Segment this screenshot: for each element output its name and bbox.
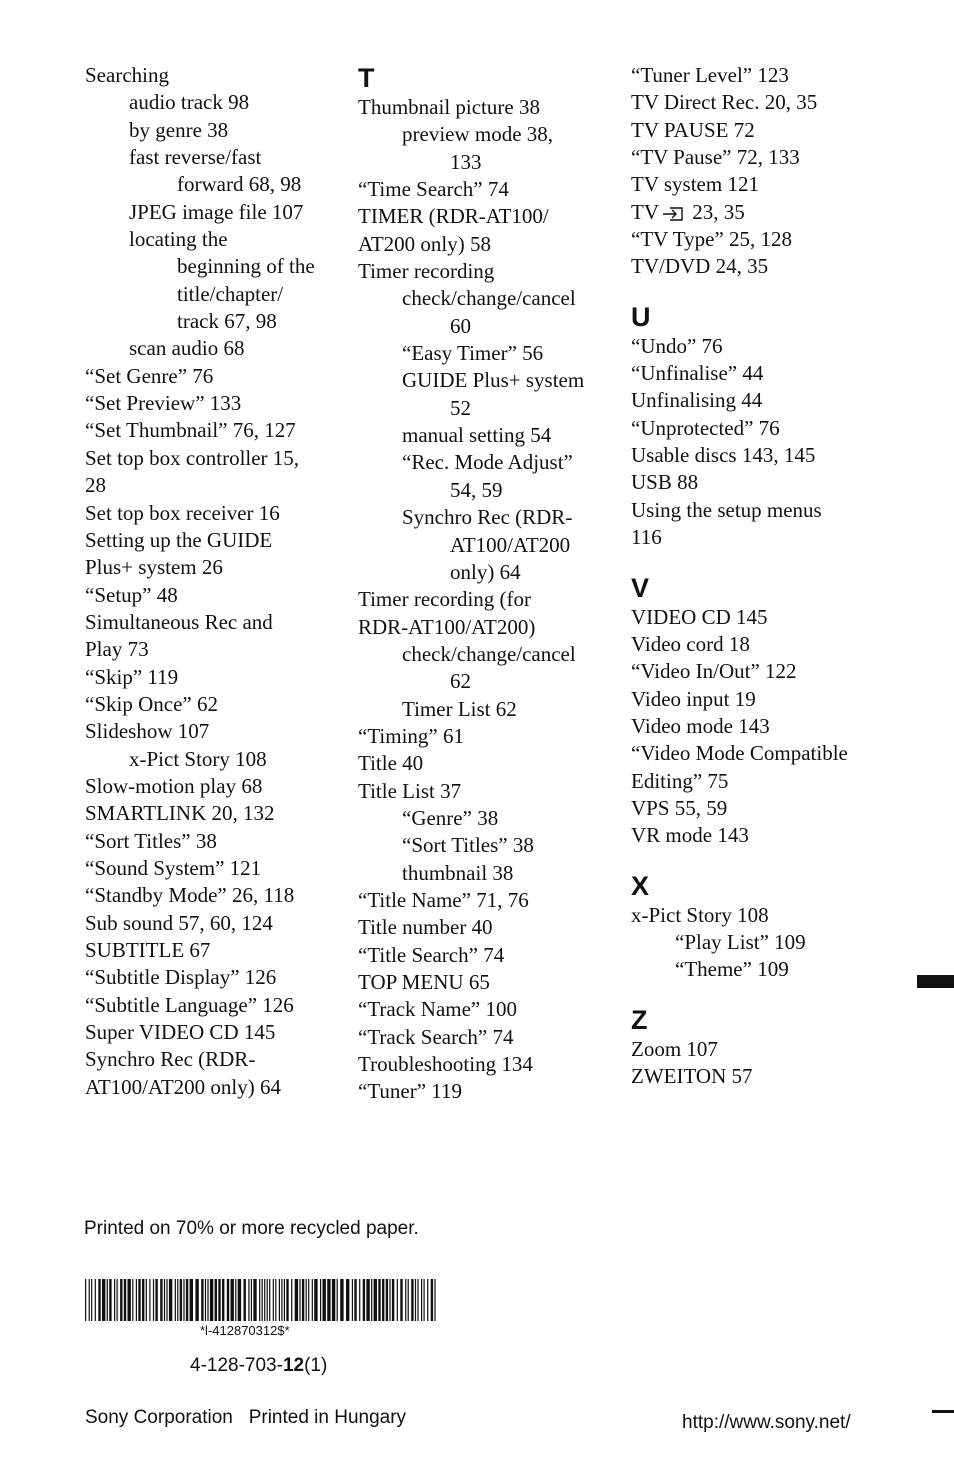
index-entry: only) 64	[450, 559, 521, 584]
index-entry: “Sort Titles” 38	[85, 828, 217, 853]
barcode-icon	[85, 1279, 437, 1321]
part-number-bold: 12	[282, 1355, 305, 1376]
index-entry: “Track Name” 100	[358, 997, 518, 1022]
index-entry: check/change/cancel	[402, 286, 576, 311]
index-entry: 52	[450, 395, 471, 420]
index-entry: Video cord 18	[631, 631, 750, 656]
index-entry: “Genre” 38	[402, 805, 499, 830]
index-entry: Synchro Rec (RDR-	[85, 1047, 256, 1072]
index-entry: TV/DVD 24, 35	[631, 254, 769, 279]
index-entry: x-Pict Story 108	[129, 746, 267, 771]
index-entry: Zoom 107	[631, 1036, 718, 1061]
index-letter-heading: V	[631, 572, 650, 603]
index-entry: Synchro Rec (RDR-	[402, 505, 573, 530]
index-entry: Searching	[85, 63, 169, 87]
index-entry: “Time Search” 74	[358, 177, 509, 202]
index-entry: USB 88	[631, 470, 699, 495]
index-entry: “Video In/Out” 122	[631, 659, 797, 684]
index-entry: “Set Preview” 133	[85, 391, 242, 416]
edge-tab-marker	[917, 975, 954, 988]
index-entry: “Theme” 109	[675, 957, 789, 982]
corporation-line: Sony Corporation Printed in Hungary	[85, 1407, 407, 1428]
index-entry: “Video Mode Compatible	[631, 741, 848, 766]
section-gap	[631, 850, 891, 870]
index-entry: “Unfinalise” 44	[631, 361, 764, 386]
index-entry: “Rec. Mode Adjust”	[402, 450, 573, 475]
index-entry: TIMER (RDR-AT100/	[358, 204, 549, 229]
index-entry: fast reverse/fast	[129, 145, 262, 170]
index-entry: Slow-motion play 68	[85, 773, 263, 798]
index-letter-heading: X	[631, 870, 650, 901]
index-entry: TV PAUSE 72	[631, 117, 755, 142]
index-entry: Troubleshooting 134	[358, 1052, 533, 1077]
index-entry: Unfinalising 44	[631, 388, 763, 413]
index-entry: Set top box receiver 16	[85, 500, 280, 525]
index-entry: VPS 55, 59	[631, 795, 728, 820]
index-entry: “Skip” 119	[85, 664, 179, 689]
index-column-2	[358, 62, 608, 1106]
index-entry: Thumbnail picture 38	[358, 95, 540, 119]
index-entry: “Subtitle Language” 126	[85, 992, 294, 1017]
index-entry: AT100/AT200	[450, 532, 571, 557]
index-entry: “Title Name” 71, 76	[358, 887, 529, 912]
index-entry: 133	[450, 149, 482, 174]
index-entry: JPEG image file 107	[129, 199, 304, 224]
recycled-paper-note: Printed on 70% or more recycled paper.	[84, 1218, 419, 1239]
index-letter-heading: Z	[631, 1004, 648, 1035]
index-entry: RDR-AT100/AT200)	[358, 614, 536, 639]
index-entry: Simultaneous Rec and	[85, 609, 273, 634]
index-entry: Super VIDEO CD 145	[85, 1020, 276, 1045]
section-gap	[631, 552, 891, 572]
index-entry: check/change/cancel	[402, 641, 576, 666]
index-entry: Set top box controller 15,	[85, 445, 300, 470]
index-entry: “Standby Mode” 26, 118	[85, 883, 295, 908]
index-entry: preview mode 38,	[402, 122, 554, 147]
index-entry: thumbnail 38	[402, 860, 514, 885]
index-entry: 60	[450, 313, 471, 338]
index-entry: by genre 38	[129, 117, 229, 142]
index-entry: Using the setup menus	[631, 497, 822, 522]
index-entry: “Tuner Level” 123	[631, 63, 789, 87]
index-entry: TOP MENU 65	[358, 970, 490, 994]
index-entry: “Play List” 109	[675, 929, 806, 954]
index-entry: Title List 37	[358, 778, 462, 803]
index-entry: “Setup” 48	[85, 582, 178, 607]
index-entry-text: TV	[631, 199, 659, 224]
index-entry: ZWEITON 57	[631, 1063, 753, 1088]
index-entry: “Timing” 61	[358, 723, 464, 748]
index-entry: AT100/AT200 only) 64	[85, 1074, 281, 1099]
index-entry: Editing” 75	[631, 768, 729, 793]
index-entry: “Tuner” 119	[358, 1079, 463, 1104]
index-entry: Plus+ system 26	[85, 555, 223, 580]
index-entry: “Skip Once” 62	[85, 691, 218, 716]
index-entry: “Title Search” 74	[358, 942, 505, 967]
index-entry: Video input 19	[631, 686, 756, 711]
part-number-suffix: (1)	[304, 1355, 328, 1376]
index-entry: 54, 59	[450, 477, 503, 502]
index-entry: “Set Thumbnail” 76, 127	[85, 418, 296, 443]
index-entry: forward 68, 98	[177, 172, 302, 197]
index-entry: VIDEO CD 145	[631, 604, 768, 629]
index-entry: “TV Pause” 72, 133	[631, 145, 800, 170]
section-gap	[631, 984, 891, 1004]
index-letter-heading: U	[631, 301, 651, 332]
index-entry: “Sound System” 121	[85, 855, 262, 880]
index-entry: locating the	[129, 227, 228, 252]
index-column-3	[631, 62, 891, 1090]
index-entry: VR mode 143	[631, 823, 749, 848]
index-entry: AT200 only) 58	[358, 231, 491, 256]
index-entry: title/chapter/	[177, 281, 284, 306]
index-entry: Usable discs 143, 145	[631, 443, 816, 468]
index-entry: 62	[450, 669, 471, 694]
index-entry: Timer List 62	[402, 696, 517, 721]
index-entry-pages: 23, 35	[687, 199, 745, 224]
index-entry: manual setting 54	[402, 423, 552, 448]
index-entry: Title number 40	[358, 915, 493, 940]
index-entry: “Set Genre” 76	[85, 363, 214, 388]
index-entry: track 67, 98	[177, 309, 277, 334]
index-entry: Setting up the GUIDE	[85, 527, 273, 552]
index-letter-heading: T	[358, 63, 375, 93]
index-entry: Timer recording	[358, 259, 495, 284]
index-entry: x-Pict Story 108	[631, 902, 769, 927]
index-entry: TV Direct Rec. 20, 35	[631, 90, 818, 115]
index-entry: SMARTLINK 20, 132	[85, 801, 275, 826]
index-entry: 28	[85, 473, 106, 498]
index-entry: GUIDE Plus+ system	[402, 368, 585, 393]
index-entry: SUBTITLE 67	[85, 938, 211, 962]
index-entry: TV system 121	[631, 172, 759, 197]
index-column-1	[85, 62, 330, 1101]
index-entry: “Easy Timer” 56	[402, 341, 544, 366]
index-entry: Timer recording (for	[358, 587, 532, 612]
edge-line-marker	[932, 1410, 954, 1413]
index-entry: Sub sound 57, 60, 124	[85, 910, 273, 935]
part-number	[190, 1355, 327, 1377]
index-entry: audio track 98	[129, 90, 250, 115]
index-entry: Play 73	[85, 637, 149, 662]
part-number-prefix: 4-128-703-	[190, 1355, 283, 1376]
index-entry: scan audio 68	[129, 336, 245, 361]
index-entry: Title 40	[358, 751, 424, 776]
index-entry: “Undo” 76	[631, 333, 723, 358]
index-entry: “TV Type” 25, 128	[631, 227, 793, 252]
index-entry: Video mode 143	[631, 713, 770, 738]
barcode-text: *l-412870312$*	[200, 1323, 290, 1338]
index-entry: “Sort Titles” 38	[402, 833, 534, 858]
index-entry: 116	[631, 525, 662, 550]
index-entry: “Unprotected” 76	[631, 415, 780, 440]
section-gap	[631, 281, 891, 301]
index-entry: “Subtitle Display” 126	[85, 965, 277, 990]
website-link[interactable]: http://www.sony.net/	[682, 1412, 851, 1433]
index-entry: beginning of the	[177, 254, 315, 279]
tv-input-icon	[661, 205, 685, 223]
index-entry: Slideshow 107	[85, 719, 210, 744]
index-entry	[631, 199, 891, 226]
index-entry: “Track Search” 74	[358, 1024, 514, 1049]
